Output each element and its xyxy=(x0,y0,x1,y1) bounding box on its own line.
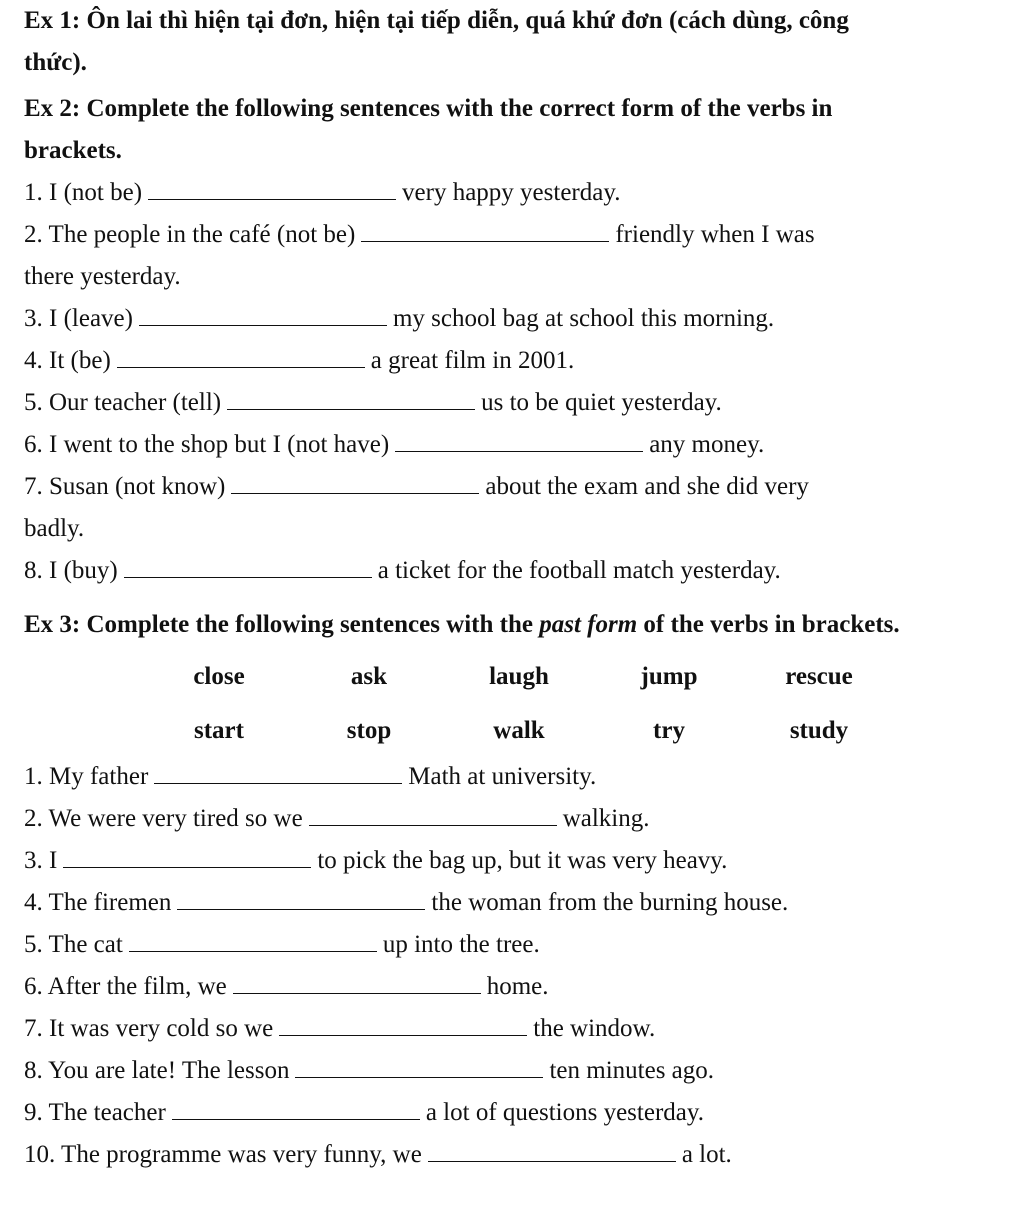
word-bank-item: laugh xyxy=(489,663,549,690)
item-prompt: 1. My father xyxy=(24,763,149,790)
ex2-title-cont: brackets. xyxy=(24,137,122,164)
ex3-title xyxy=(24,604,1010,646)
ex3-item-5 xyxy=(24,924,1010,966)
ex3-title-pre: Ex 3: Complete the following sentences with the xyxy=(24,611,533,638)
item-prompt: 8. You are late! The lesson xyxy=(24,1057,290,1084)
ex2-item-8 xyxy=(24,550,1010,592)
item-prompt: 5. The cat xyxy=(24,931,123,958)
word-bank-item: study xyxy=(789,717,849,744)
answer-blank[interactable] xyxy=(63,843,311,868)
item-rest: to pick the bag up, but it was very heavy. xyxy=(317,847,728,874)
ex3-item-2 xyxy=(24,798,1010,840)
item-prompt: 3. I (leave) xyxy=(24,305,133,332)
answer-blank[interactable] xyxy=(309,801,557,826)
item-prompt: 8. I (buy) xyxy=(24,557,118,584)
item-prompt: 7. It was very cold so we xyxy=(24,1015,274,1042)
answer-blank[interactable] xyxy=(361,217,609,242)
ex3-item-1 xyxy=(24,756,1010,798)
ex2-item-2 xyxy=(24,214,1010,256)
answer-blank[interactable] xyxy=(172,1095,420,1120)
item-rest: ten minutes ago. xyxy=(549,1057,715,1084)
word-bank-item: walk xyxy=(493,717,545,744)
item-rest: the window. xyxy=(533,1015,656,1042)
item-rest: home. xyxy=(486,973,549,1000)
ex2-item-7 xyxy=(24,466,1010,508)
answer-blank[interactable] xyxy=(428,1137,676,1162)
item-rest: a lot. xyxy=(681,1141,732,1168)
item-prompt: 2. The people in the café (not be) xyxy=(24,221,356,248)
answer-blank[interactable] xyxy=(148,175,396,200)
answer-blank[interactable] xyxy=(279,1011,527,1036)
answer-blank[interactable] xyxy=(227,385,475,410)
ex2-item-6 xyxy=(24,424,1010,466)
answer-blank[interactable] xyxy=(395,427,643,452)
item-rest: any money. xyxy=(649,431,765,458)
item-prompt: 9. The teacher xyxy=(24,1099,166,1126)
ex3-item-10 xyxy=(24,1134,1010,1176)
ex2-item-5 xyxy=(24,382,1010,424)
ex1-section xyxy=(24,0,1010,84)
word-bank-item: jump xyxy=(640,663,698,690)
item-prompt: 1. I (not be) xyxy=(24,179,143,206)
item-prompt: 3. I xyxy=(24,847,58,874)
answer-blank[interactable] xyxy=(295,1053,543,1078)
answer-blank[interactable] xyxy=(124,553,372,578)
item-prompt: 4. The firemen xyxy=(24,889,172,916)
ex2-item-3 xyxy=(24,298,1010,340)
item-rest: walking. xyxy=(562,805,650,832)
item-rest: Math at university. xyxy=(408,763,597,790)
ex2-title: Ex 2: Complete the following sentences with the correct form of the verbs in xyxy=(24,95,833,122)
item-rest: very happy yesterday. xyxy=(402,179,621,206)
item-rest: the woman from the burning house. xyxy=(431,889,789,916)
item-prompt: 7. Susan (not know) xyxy=(24,473,226,500)
item-rest: up into the tree. xyxy=(382,931,540,958)
item-rest: a ticket for the football match yesterday. xyxy=(377,557,781,584)
ex2-item-7-cont: badly. xyxy=(24,515,85,542)
answer-blank[interactable] xyxy=(154,759,402,784)
answer-blank[interactable] xyxy=(231,469,479,494)
ex3-title-post: of the verbs in brackets. xyxy=(643,611,900,638)
answer-blank[interactable] xyxy=(177,885,425,910)
item-prompt: 6. After the film, we xyxy=(24,973,227,1000)
ex2-item-2-cont: there yesterday. xyxy=(24,263,181,290)
ex3-item-4 xyxy=(24,882,1010,924)
word-bank-item: close xyxy=(193,663,245,690)
ex3-item-3 xyxy=(24,840,1010,882)
ex2-section xyxy=(24,88,1010,592)
item-prompt: 10. The programme was very funny, we xyxy=(24,1141,422,1168)
word-bank xyxy=(144,656,1010,752)
item-prompt: 5. Our teacher (tell) xyxy=(24,389,222,416)
word-bank-item: rescue xyxy=(785,663,853,690)
ex2-item-1 xyxy=(24,172,1010,214)
answer-blank[interactable] xyxy=(233,969,481,994)
answer-blank[interactable] xyxy=(139,301,387,326)
item-rest: about the exam and she did very xyxy=(485,473,809,500)
answer-blank[interactable] xyxy=(117,343,365,368)
ex2-item-4 xyxy=(24,340,1010,382)
ex3-item-6 xyxy=(24,966,1010,1008)
item-prompt: 4. It (be) xyxy=(24,347,111,374)
item-prompt: 6. I went to the shop but I (not have) xyxy=(24,431,390,458)
ex3-section xyxy=(24,604,1010,1176)
item-rest: us to be quiet yesterday. xyxy=(481,389,722,416)
item-prompt: 2. We were very tired so we xyxy=(24,805,303,832)
word-bank-item: ask xyxy=(350,663,388,690)
word-bank-item: start xyxy=(194,717,244,744)
answer-blank[interactable] xyxy=(129,927,377,952)
ex3-title-emphasis: past form xyxy=(539,611,638,638)
ex3-item-8 xyxy=(24,1050,1010,1092)
item-rest: a lot of questions yesterday. xyxy=(425,1099,705,1126)
ex3-item-7 xyxy=(24,1008,1010,1050)
ex1-title-cont: thức). xyxy=(24,49,87,76)
ex3-item-9 xyxy=(24,1092,1010,1134)
item-rest: a great film in 2001. xyxy=(370,347,575,374)
item-rest: my school bag at school this morning. xyxy=(392,305,775,332)
word-bank-item: try xyxy=(653,717,685,744)
item-rest: friendly when I was xyxy=(615,221,815,248)
ex1-title: Ex 1: Ôn lai thì hiện tại đơn, hiện tại tiếp diễn, quá khứ đơn (cách dùng, công xyxy=(24,7,849,34)
word-bank-item: stop xyxy=(346,717,392,744)
